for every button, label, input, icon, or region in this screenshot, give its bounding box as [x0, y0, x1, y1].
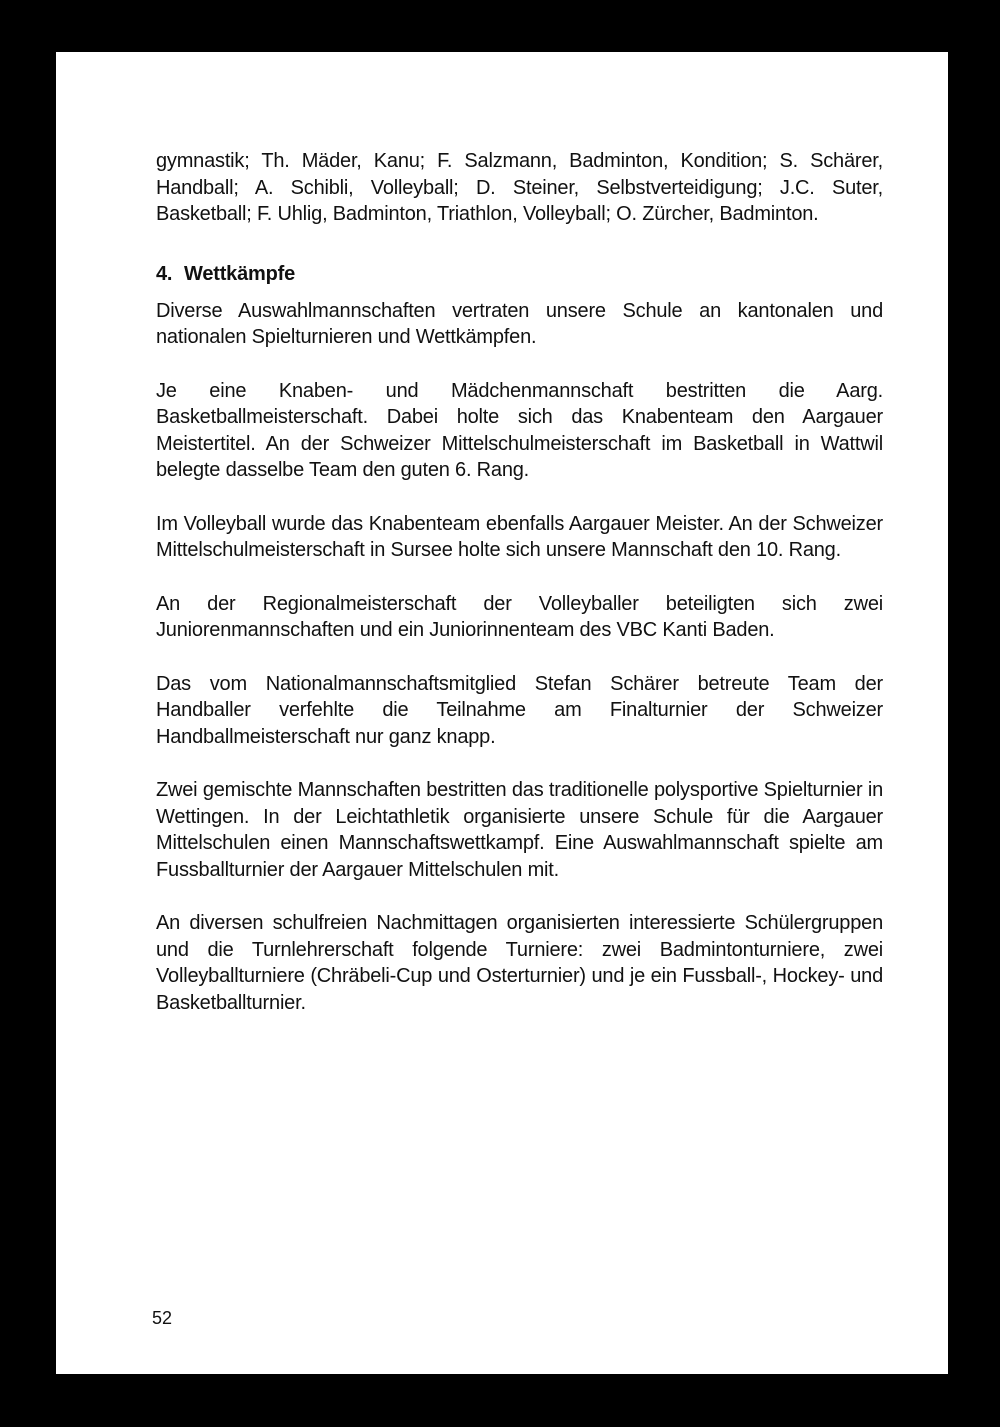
page-number: 52	[152, 1308, 173, 1328]
paragraph: An der Regionalmeisterschaft der Volleyballer beteiligten sich zwei Juniorenmannschaften und ein Juniorinnenteam des VBC Kanti Baden.	[156, 592, 883, 641]
section-number: 4.	[156, 263, 173, 285]
section-heading	[156, 261, 883, 288]
intro-paragraph: gymnastik; Th. Mäder, Kanu; F. Salzmann, Badminton, Kondition; S. Schärer, Handball; A. Schibli, Volleyball; D. Steiner, Selbstverteidigung; J.C. Suter, Basketball; F. Uhlig, Badminton, Triathlon, Volleyball; O. Zürcher, Badminton.	[156, 150, 883, 225]
intro-text-block	[156, 148, 883, 228]
document-page	[56, 52, 948, 1374]
paragraph: Diverse Auswahlmannschaften vertraten unsere Schule an kantonalen und nationalen Spielturnieren und Wettkämpfen.	[156, 299, 883, 348]
paragraph: Je eine Knaben- und Mädchenmannschaft bestritten die Aarg. Basketballmeisterschaft. Dabei holte sich das Knabenteam den Aargauer Meistertitel. An der Schweizer Mittelschulmeisterschaft im Basketball in Wattwil belegte dasselbe Team den guten 6. Rang.	[156, 379, 883, 481]
section-text-block	[156, 261, 883, 1016]
paragraph: Das vom Nationalmannschaftsmitglied Stefan Schärer betreute Team der Handballer verfehlte die Teilnahme am Finalturnier der Schweizer Handballmeisterschaft nur ganz knapp.	[156, 672, 883, 748]
paragraph: Zwei gemischte Mannschaften bestritten das traditionelle polysportive Spielturnier in Wettingen. In der Leichtathletik organisierte unsere Schule für die Aargauer Mittelschulen einen Mannschaftswettkampf. Eine Auswahlmannschaft spielte am Fussballturnier der Aargauer Mittelschulen mit.	[156, 779, 883, 881]
paragraph: Im Volleyball wurde das Knabenteam ebenfalls Aargauer Meister. An der Schweizer Mittelschulmeisterschaft in Sursee holte sich unsere Mannschaft den 10. Rang.	[156, 512, 883, 561]
paragraph: An diversen schulfreien Nachmittagen organisierten interessierte Schülergruppen und die Turnlehrerschaft folgende Turniere: zwei Badmintonturniere, zwei Volleyballturniere (Chräbeli-Cup und Osterturnier) und je ein Fussball-, Hockey- und Basketballturnier.	[156, 912, 883, 1014]
section-title: Wettkämpfe	[184, 263, 295, 285]
